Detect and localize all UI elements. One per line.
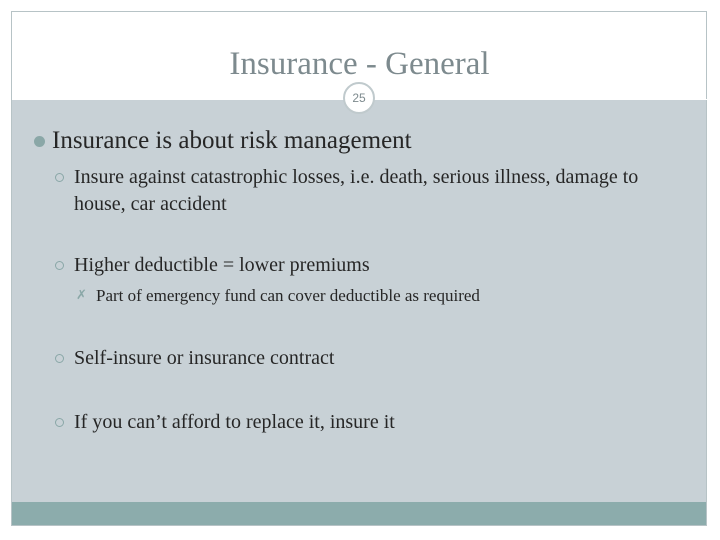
slide-title: Insurance - General [229, 46, 490, 82]
bullet-level2-item1 [52, 164, 662, 218]
x-mark-bullet-icon: ✗ [76, 288, 87, 303]
bullet-level2-item3 [52, 345, 662, 372]
bullet-text: Higher deductible = lower premiums [74, 254, 370, 276]
hollow-circle-bullet-icon [52, 409, 74, 436]
bullet-level2-item4 [52, 409, 662, 436]
bullet-level1 [32, 126, 412, 156]
bullet-text: Part of emergency fund can cover deductible as required [96, 286, 480, 305]
bullet-text: Self-insure or insurance contract [74, 347, 335, 369]
title-divider-left [12, 99, 342, 100]
hollow-circle-bullet-icon [52, 164, 74, 191]
bullet-level3-item [76, 284, 480, 308]
bullet-text: Insurance is about risk management [52, 127, 412, 154]
bullet-text: If you can’t afford to replace it, insure it [74, 411, 395, 433]
filled-circle-bullet-icon [32, 126, 52, 156]
title-divider-right [378, 99, 707, 100]
bullet-level2-item2 [52, 252, 662, 279]
hollow-circle-bullet-icon [52, 345, 74, 372]
hollow-circle-bullet-icon [52, 252, 74, 279]
slide-number-badge: 25 [343, 82, 375, 114]
bullet-text: Insure against catastrophic losses, i.e. death, serious illness, damage to house, car accident [74, 166, 639, 215]
